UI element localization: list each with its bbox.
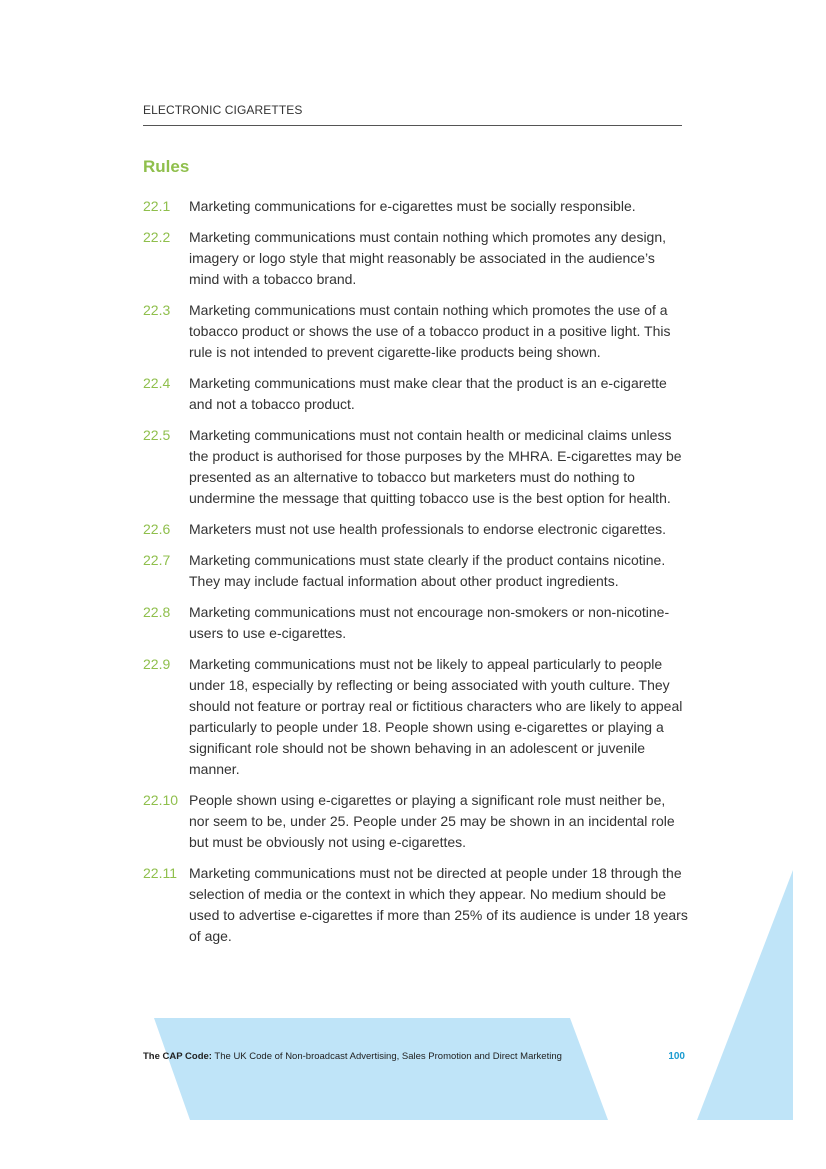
- rule-item: [143, 654, 693, 780]
- corner-band-shape: [697, 870, 793, 1120]
- rules-list: [143, 196, 693, 957]
- rule-item: [143, 196, 693, 217]
- rule-item: [143, 227, 693, 290]
- rule-number: 22.6: [143, 521, 171, 537]
- footer-label: The CAP Code:: [143, 1051, 212, 1062]
- rule-text: Marketing communications must not be directed at people under 18 through the selection of media or the context in which they appear. No medium should be used to advertise e-cigarettes if more than 25% of its audience is under 18 years of age.: [189, 865, 688, 944]
- section-title: ELECTRONIC CIGARETTES: [143, 103, 303, 117]
- rule-text: Marketing communications must contain nothing which promotes the use of a tobacco product or shows the use of a tobacco product in a positive light. This rule is not intended to prevent cigarette-like products being shown.: [189, 302, 671, 360]
- header-divider: [143, 125, 682, 126]
- page-number: 100: [668, 1051, 685, 1062]
- rule-number: 22.8: [143, 604, 171, 620]
- rule-item: [143, 300, 693, 363]
- rule-text: Marketing communications must make clear that the product is an e-cigarette and not a tobacco product.: [189, 375, 667, 412]
- rule-text: People shown using e-cigarettes or playing a significant role must neither be, nor seem to be, under 25. People under 25 may be shown in an incidental role but must be obviously not using e-cigarettes.: [189, 792, 675, 850]
- rule-number: 22.3: [143, 302, 171, 318]
- rule-number: 22.7: [143, 552, 171, 568]
- rule-item: [143, 863, 693, 947]
- rule-number: 22.9: [143, 656, 171, 672]
- rule-item: [143, 550, 693, 592]
- rule-text: Marketing communications for e-cigarettes must be socially responsible.: [189, 198, 636, 214]
- rule-text: Marketing communications must contain nothing which promotes any design, imagery or logo style that might reasonably be associated in the audience’s mind with a tobacco brand.: [189, 229, 667, 287]
- rule-item: [143, 602, 693, 644]
- footer-band-shape: [154, 1018, 608, 1120]
- rule-text: Marketing communications must not encourage non-smokers or non-nicotine-users to use e-cigarettes.: [189, 604, 670, 641]
- rule-number: 22.10: [143, 792, 179, 808]
- rule-number: 22.4: [143, 375, 171, 391]
- footer-text: The UK Code of Non-broadcast Advertising, Sales Promotion and Direct Marketing: [211, 1051, 562, 1062]
- rule-number: 22.11: [143, 865, 177, 881]
- rule-item: [143, 425, 693, 509]
- rule-item: [143, 519, 693, 540]
- rule-text: Marketing communications must not be likely to appeal particularly to people under 18, especially by reflecting or being associated with youth culture. They should not feature or portray real or fictitious characters who are likely to appeal particularly to people under 18. People shown using e-cigarettes or playing a significant role should not be shown behaving in an adolescent or juvenile manner.: [189, 656, 683, 777]
- rule-item: [143, 790, 693, 853]
- rule-number: 22.2: [143, 229, 171, 245]
- rule-text: Marketing communications must not contain health or medicinal claims unless the product is authorised for those purposes by the MHRA. E-cigarettes may be presented as an alternative to tobacco but marketers must do nothing to undermine the message that quitting tobacco use is the best option for health.: [189, 427, 682, 506]
- rule-text: Marketers must not use health professionals to endorse electronic cigarettes.: [189, 521, 667, 537]
- rule-number: 22.5: [143, 427, 171, 443]
- rule-item: [143, 373, 693, 415]
- footer-citation: [143, 1051, 685, 1062]
- rules-heading: Rules: [143, 157, 190, 176]
- rule-number: 22.1: [143, 198, 171, 214]
- rule-text: Marketing communications must state clearly if the product contains nicotine. They may include factual information about other product ingredients.: [189, 552, 666, 589]
